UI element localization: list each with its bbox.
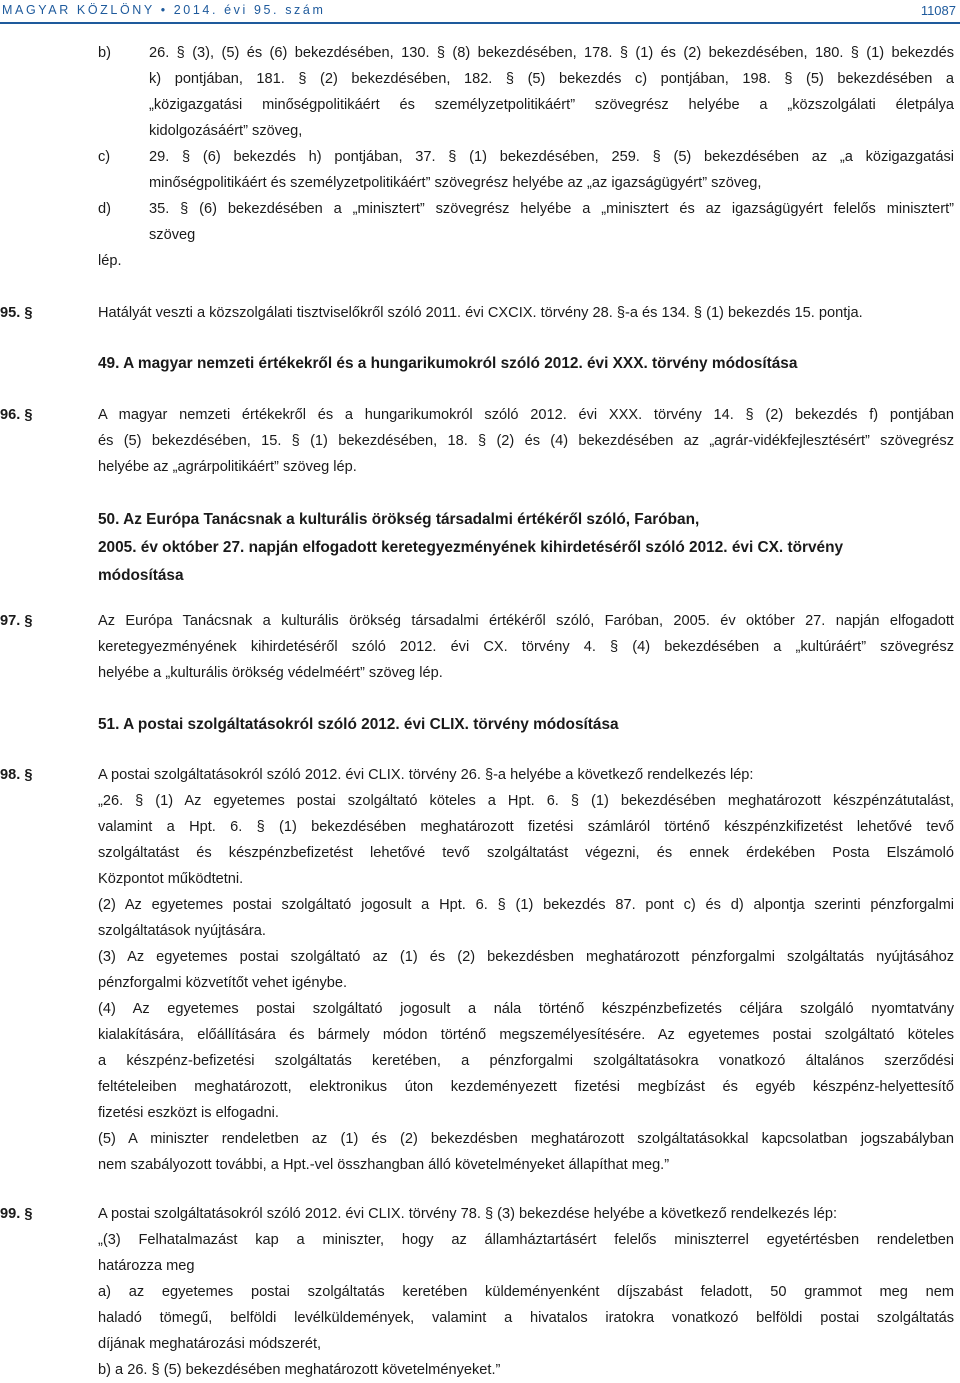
- paragraph-text: [98, 300, 954, 326]
- text-line: keretegyezményének kihirdetéséről szóló 2012. évi CX. törvény 4. § (4) bekezdésében a „kultúráért” szövegrész: [98, 639, 954, 655]
- text-line: A postai szolgáltatásokról szóló 2012. évi CLIX. törvény 78. § (3) bekezdése helyébe a következő rendelkezés lép:: [98, 1206, 838, 1222]
- text-line: b) a 26. § (5) bekezdésében meghatározott követelményeket.”: [98, 1362, 501, 1378]
- section-title-51: 51. A postai szolgáltatásokról szóló 2012. évi CLIX. törvény módosítása: [98, 716, 619, 733]
- title-line: módosítása: [98, 567, 184, 584]
- text-line: szolgáltatások nyújtására.: [98, 923, 266, 939]
- text-line: 29. § (6) bekezdés h) pontjában, 37. § (1) bekezdésében, 259. § (5) bekezdésében az „a közigazgatási: [149, 149, 954, 165]
- text-line: kidolgozásáért” szöveg,: [149, 123, 303, 139]
- paragraph-number: 97. §: [0, 613, 33, 629]
- text-line: (4) Az egyetemes postai szolgáltató jogosult a nála történő készpénzbefizetés céljára szolgáló nyomtatvány: [98, 1001, 954, 1017]
- text-line: Hatályát veszti a közszolgálati tisztviselőkről szóló 2011. évi CXCIX. törvény 28. §-a és 134. § (1) bekezdés 15. pontja.: [98, 305, 863, 321]
- text-line: „26. § (1) Az egyetemes postai szolgáltató köteles a Hpt. 6. § (1) bekezdésében meghatározott készpénzátutalást,: [98, 793, 954, 809]
- text-line: határozza meg: [98, 1258, 195, 1274]
- title-line: 50. Az Európa Tanácsnak a kulturális örökség társadalmi értékéről szóló, Faróban,: [98, 511, 700, 528]
- journal-title: MAGYAR KÖZLÖNY • 2014. évi 95. szám: [2, 3, 326, 17]
- text-line: 26. § (3), (5) és (6) bekezdésében, 130. § (8) bekezdésében, 178. § (1) és (2) bekezdésében, 180. § (1) bekezdés: [149, 45, 954, 61]
- text-line: feltételeiben meghatározott, elektronikus úton kezdeményezett fizetési megbízást és egyéb készpénz-helyettesítő: [98, 1079, 954, 1095]
- text-line: Központot működtetni.: [98, 871, 244, 887]
- text-line: A magyar nemzeti értékekről és a hungarikumokról szóló 2012. évi XXX. törvény 14. § (2) bekezdés f) pontjában: [98, 407, 954, 423]
- section-title-50: [98, 506, 954, 590]
- text-line: a) az egyetemes postai szolgáltatás keretében küldeményenként díjszabást feladott, 50 grammot meg nem: [98, 1284, 954, 1300]
- text-line: „közigazgatási minőségpolitikáért és személyzetpolitikáért” szövegrész helyébe a „közszolgálati életpálya: [149, 97, 954, 113]
- paragraph-number: 98. §: [0, 767, 33, 783]
- text-line: (3) Az egyetemes postai szolgáltató az (1) és (2) bekezdésben meghatározott pénzforgalmi szolgáltatás nyújtásához: [98, 949, 954, 965]
- text-line: (2) Az egyetemes postai szolgáltató jogosult a Hpt. 6. § (1) bekezdés 87. pont c) és d) alpontja szerinti pénzforgalmi: [98, 897, 954, 913]
- text-line: 35. § (6) bekezdésében a „minisztert” szövegrész helyébe a „minisztert és az igazságügyért felelős minisztert”: [149, 201, 954, 217]
- text-line: minőségpolitikáért és személyzetpolitikáért” szövegrész helyébe az „az igazságügyért” szöveg,: [149, 175, 762, 191]
- section-title-49: 49. A magyar nemzeti értékekről és a hungarikumokról szóló 2012. évi XXX. törvény módosítása: [98, 355, 798, 372]
- item-letter: b): [98, 45, 111, 61]
- text-line: fizetési eszközt is elfogadni.: [98, 1105, 279, 1121]
- text-line: helyébe az „agrárpolitikáért” szöveg lép.: [98, 459, 357, 475]
- paragraph-number: 99. §: [0, 1206, 33, 1222]
- title-line: 2005. év október 27. napján elfogadott keretegyezményének kihirdetéséről szóló 2012. évi CX. törvény: [98, 539, 844, 556]
- text-line: szöveg: [149, 227, 196, 243]
- page-header: [0, 0, 960, 22]
- text-line: (5) A miniszter rendeletben az (1) és (2) bekezdésben meghatározott szolgáltatásokkal kapcsolatban jogszabályban: [98, 1131, 954, 1147]
- paragraph-number: 95. §: [0, 305, 33, 321]
- text-line: A postai szolgáltatásokról szóló 2012. évi CLIX. törvény 26. §-a helyébe a következő rendelkezés lép:: [98, 767, 754, 783]
- text-line: Az Európa Tanácsnak a kulturális örökség társadalmi értékéről szóló, Faróban, 2005. év október 27. napján elfogadott: [98, 613, 954, 629]
- text-line: „(3) Felhatalmazást kap a miniszter, hogy az államháztartásért felelős miniszterrel egyetértésben rendeletben: [98, 1232, 954, 1248]
- text-line: és (5) bekezdésében, 15. § (1) bekezdésében, 18. § (2) és (4) bekezdésében az „agrár-vidékfejlesztésért” szövegrész: [98, 433, 954, 449]
- paragraph-text: [98, 762, 954, 1178]
- text-line: nem szabályozott további, a Hpt.-vel összhangban álló követelményeket állapíthat meg.”: [98, 1157, 670, 1173]
- text-line: díjának meghatározási módszerét,: [98, 1336, 322, 1352]
- text-line: helyébe a „kulturális örökség védelméért” szöveg lép.: [98, 665, 443, 681]
- item-text: [149, 144, 954, 196]
- paragraph-text: [98, 402, 954, 480]
- item-text: [149, 40, 954, 144]
- closing-word: lép.: [98, 253, 122, 269]
- text-line: kialakítására, előállítására és bármely módon történő megszemélyesítésére. Az egyetemes postai szolgáltató köteles: [98, 1027, 954, 1043]
- item-letter: d): [98, 201, 111, 217]
- text-line: k) pontjában, 181. § (2) bekezdésében, 182. § (5) bekezdés c) pontjában, 198. § (5) bekezdésében a: [149, 71, 954, 87]
- item-text: [149, 196, 954, 248]
- text-line: haladó tömegű, belföldi levélküldemények, valamint a hivatalos iratokra vonatkozó belföldi postai szolgáltatás: [98, 1310, 954, 1326]
- text-line: szolgáltatást és készpénzbefizetést lehetővé tevő szolgáltatást végezni, és ennek érdekében Posta Elszámoló: [98, 845, 954, 861]
- paragraph-text: [98, 608, 954, 686]
- header-rule: [0, 22, 960, 24]
- paragraph-text: [98, 1201, 954, 1383]
- text-line: a készpénz-befizetési szolgáltatás keretében, a pénzforgalmi szolgáltatásokra vonatkozó általános szerződési: [98, 1053, 954, 1069]
- page-number: 11087: [920, 3, 956, 18]
- text-line: pénzforgalmi közvetítőt vehet igénybe.: [98, 975, 348, 991]
- text-line: valamint a Hpt. 6. § (1) bekezdésében meghatározott fizetési számláról történő készpénzkifizetést lehetővé tevő: [98, 819, 954, 835]
- item-letter: c): [98, 149, 111, 165]
- paragraph-number: 96. §: [0, 407, 33, 423]
